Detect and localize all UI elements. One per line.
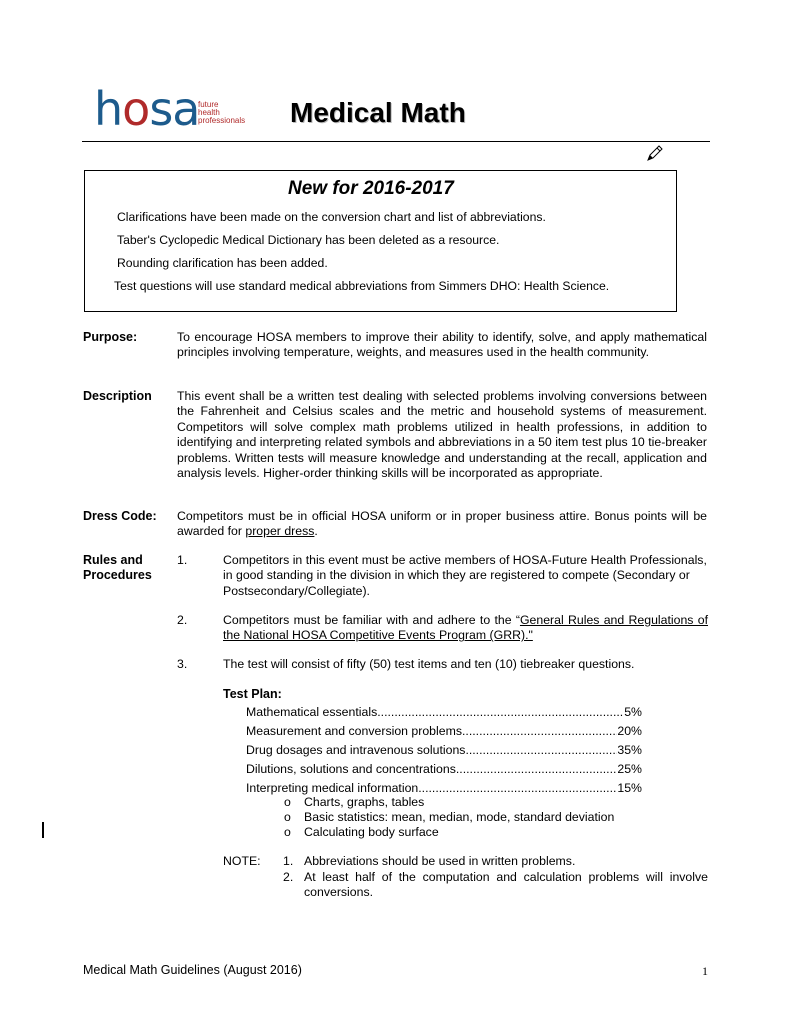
hosa-logo-tagline xyxy=(198,101,245,125)
logo-tag-future: future xyxy=(198,100,219,109)
description-label: Description xyxy=(83,389,152,403)
test-plan-row xyxy=(246,703,642,722)
bullet-marker: o xyxy=(284,825,291,839)
proper-dress-link[interactable]: proper dress xyxy=(245,524,315,539)
list-item xyxy=(284,810,614,825)
dress-code-text-before: Competitors must be in official HOSA uniform or in proper business attire. Bonus points will be awarded for xyxy=(177,509,707,539)
note-1-number: 1. xyxy=(283,854,294,868)
test-plan-row-label: Mathematical essentials xyxy=(246,705,378,719)
leader-dots xyxy=(465,741,617,760)
test-plan-row-label: Measurement and conversion problems xyxy=(246,724,462,738)
test-plan-row-label: Dilutions, solutions and concentrations xyxy=(246,762,456,776)
rule-2-number: 2. xyxy=(177,613,188,627)
test-plan-list xyxy=(246,703,642,798)
dress-code-text-after: . xyxy=(314,524,318,539)
rules-label-1: Rules and xyxy=(83,553,143,567)
test-plan-row xyxy=(246,760,642,779)
test-plan-row-percent: 35% xyxy=(617,743,642,757)
note-1-text: Abbreviations should be used in written problems. xyxy=(304,854,576,868)
test-plan-row-label: Drug dosages and intravenous solutions xyxy=(246,743,466,757)
dress-code-label: Dress Code: xyxy=(83,509,157,523)
list-item xyxy=(284,795,424,810)
test-plan-row xyxy=(246,722,642,741)
logo-letter-h: h xyxy=(94,82,123,136)
bullet-text: Basic statistics: mean, median, mode, standard deviation xyxy=(304,810,615,824)
purpose-text: To encourage HOSA members to improve their ability to identify, solve, and apply mathematical principles involving temperature, weights, and measures used in the health community. xyxy=(177,330,707,360)
rule-1-number: 1. xyxy=(177,553,188,567)
note-2-number: 2. xyxy=(283,870,294,884)
note-2-text: At least half of the computation and calculation problems will involve conversions. xyxy=(304,870,708,900)
test-plan-row-label: Interpreting medical information xyxy=(246,781,419,795)
new-for-line-2: Taber's Cyclopedic Medical Dictionary has been deleted as a resource. xyxy=(117,233,500,247)
page-number: 1 xyxy=(702,964,708,978)
bullet-text: Calculating body surface xyxy=(304,825,439,839)
hosa-logo-wordmark xyxy=(94,82,199,136)
bullet-marker: o xyxy=(284,810,291,824)
dress-code-text xyxy=(177,509,707,540)
test-plan-row-percent: 25% xyxy=(617,762,642,776)
test-plan-heading: Test Plan: xyxy=(223,687,282,701)
description-text: This event shall be a written test dealing with selected problems involving conversions between the Fahrenheit and Celsius scales and the metric and household systems of measurement. Competitors will solve complex math problems utilized in health professions, in addition to identifying and interpreting related symbols and abbreviations in a 50 item test plus 10 tie-breaker problems. Written tests will measure knowledge and understanding at the recall, application and analysis levels. Higher-order thinking skills will be incorporated as appropriate. xyxy=(177,389,707,481)
new-for-line-4: Test questions will use standard medical abbreviations from Simmers DHO: Health Science. xyxy=(114,279,610,293)
footer-text: Medical Math Guidelines (August 2016) xyxy=(83,963,302,977)
hosa-logo xyxy=(94,82,254,138)
page-title: Medical Math xyxy=(290,97,466,128)
logo-tag-health: health xyxy=(198,108,220,117)
new-for-line-1: Clarifications have been made on the conversion chart and list of abbreviations. xyxy=(117,210,546,224)
leader-dots xyxy=(456,760,618,779)
rule-2-text-before: Competitors must be familiar with and adhere to the “ xyxy=(223,613,520,627)
bullet-marker: o xyxy=(284,795,291,809)
pencil-icon[interactable] xyxy=(645,143,665,163)
note-label: NOTE: xyxy=(223,854,261,868)
test-plan-row-percent: 15% xyxy=(617,781,642,795)
logo-tag-professionals: professionals xyxy=(198,116,246,125)
rule-2-text xyxy=(223,613,708,644)
rule-1-text: Competitors in this event must be active members of HOSA-Future Health Professionals, in good standing in the division in which they are registered to compete (Secondary or Postsecondary/Collegiate). xyxy=(223,553,707,598)
purpose-label: Purpose: xyxy=(83,330,138,344)
logo-letter-o: o xyxy=(122,82,150,136)
test-plan-row-percent: 5% xyxy=(624,705,642,719)
list-item xyxy=(284,825,439,840)
new-for-line-3: Rounding clarification has been added. xyxy=(117,256,328,270)
logo-letters-sa: sa xyxy=(149,82,200,136)
leader-dots xyxy=(418,779,617,798)
bullet-text: Charts, graphs, tables xyxy=(304,795,425,809)
test-plan-row xyxy=(246,741,642,760)
rules-label-2: Procedures xyxy=(83,568,152,582)
rule-3-number: 3. xyxy=(177,657,188,671)
new-for-title: New for 2016-2017 xyxy=(288,178,454,199)
leader-dots xyxy=(462,722,617,741)
text-cursor xyxy=(42,822,44,838)
grr-link[interactable]: General Rules and Regulations of the National HOSA Competitive Events Program (GRR)." xyxy=(223,613,709,643)
test-plan-row-percent: 20% xyxy=(617,724,642,738)
title-divider xyxy=(82,141,710,142)
rule-3-text: The test will consist of fifty (50) test items and ten (10) tiebreaker questions. xyxy=(223,657,635,671)
leader-dots xyxy=(377,703,624,722)
